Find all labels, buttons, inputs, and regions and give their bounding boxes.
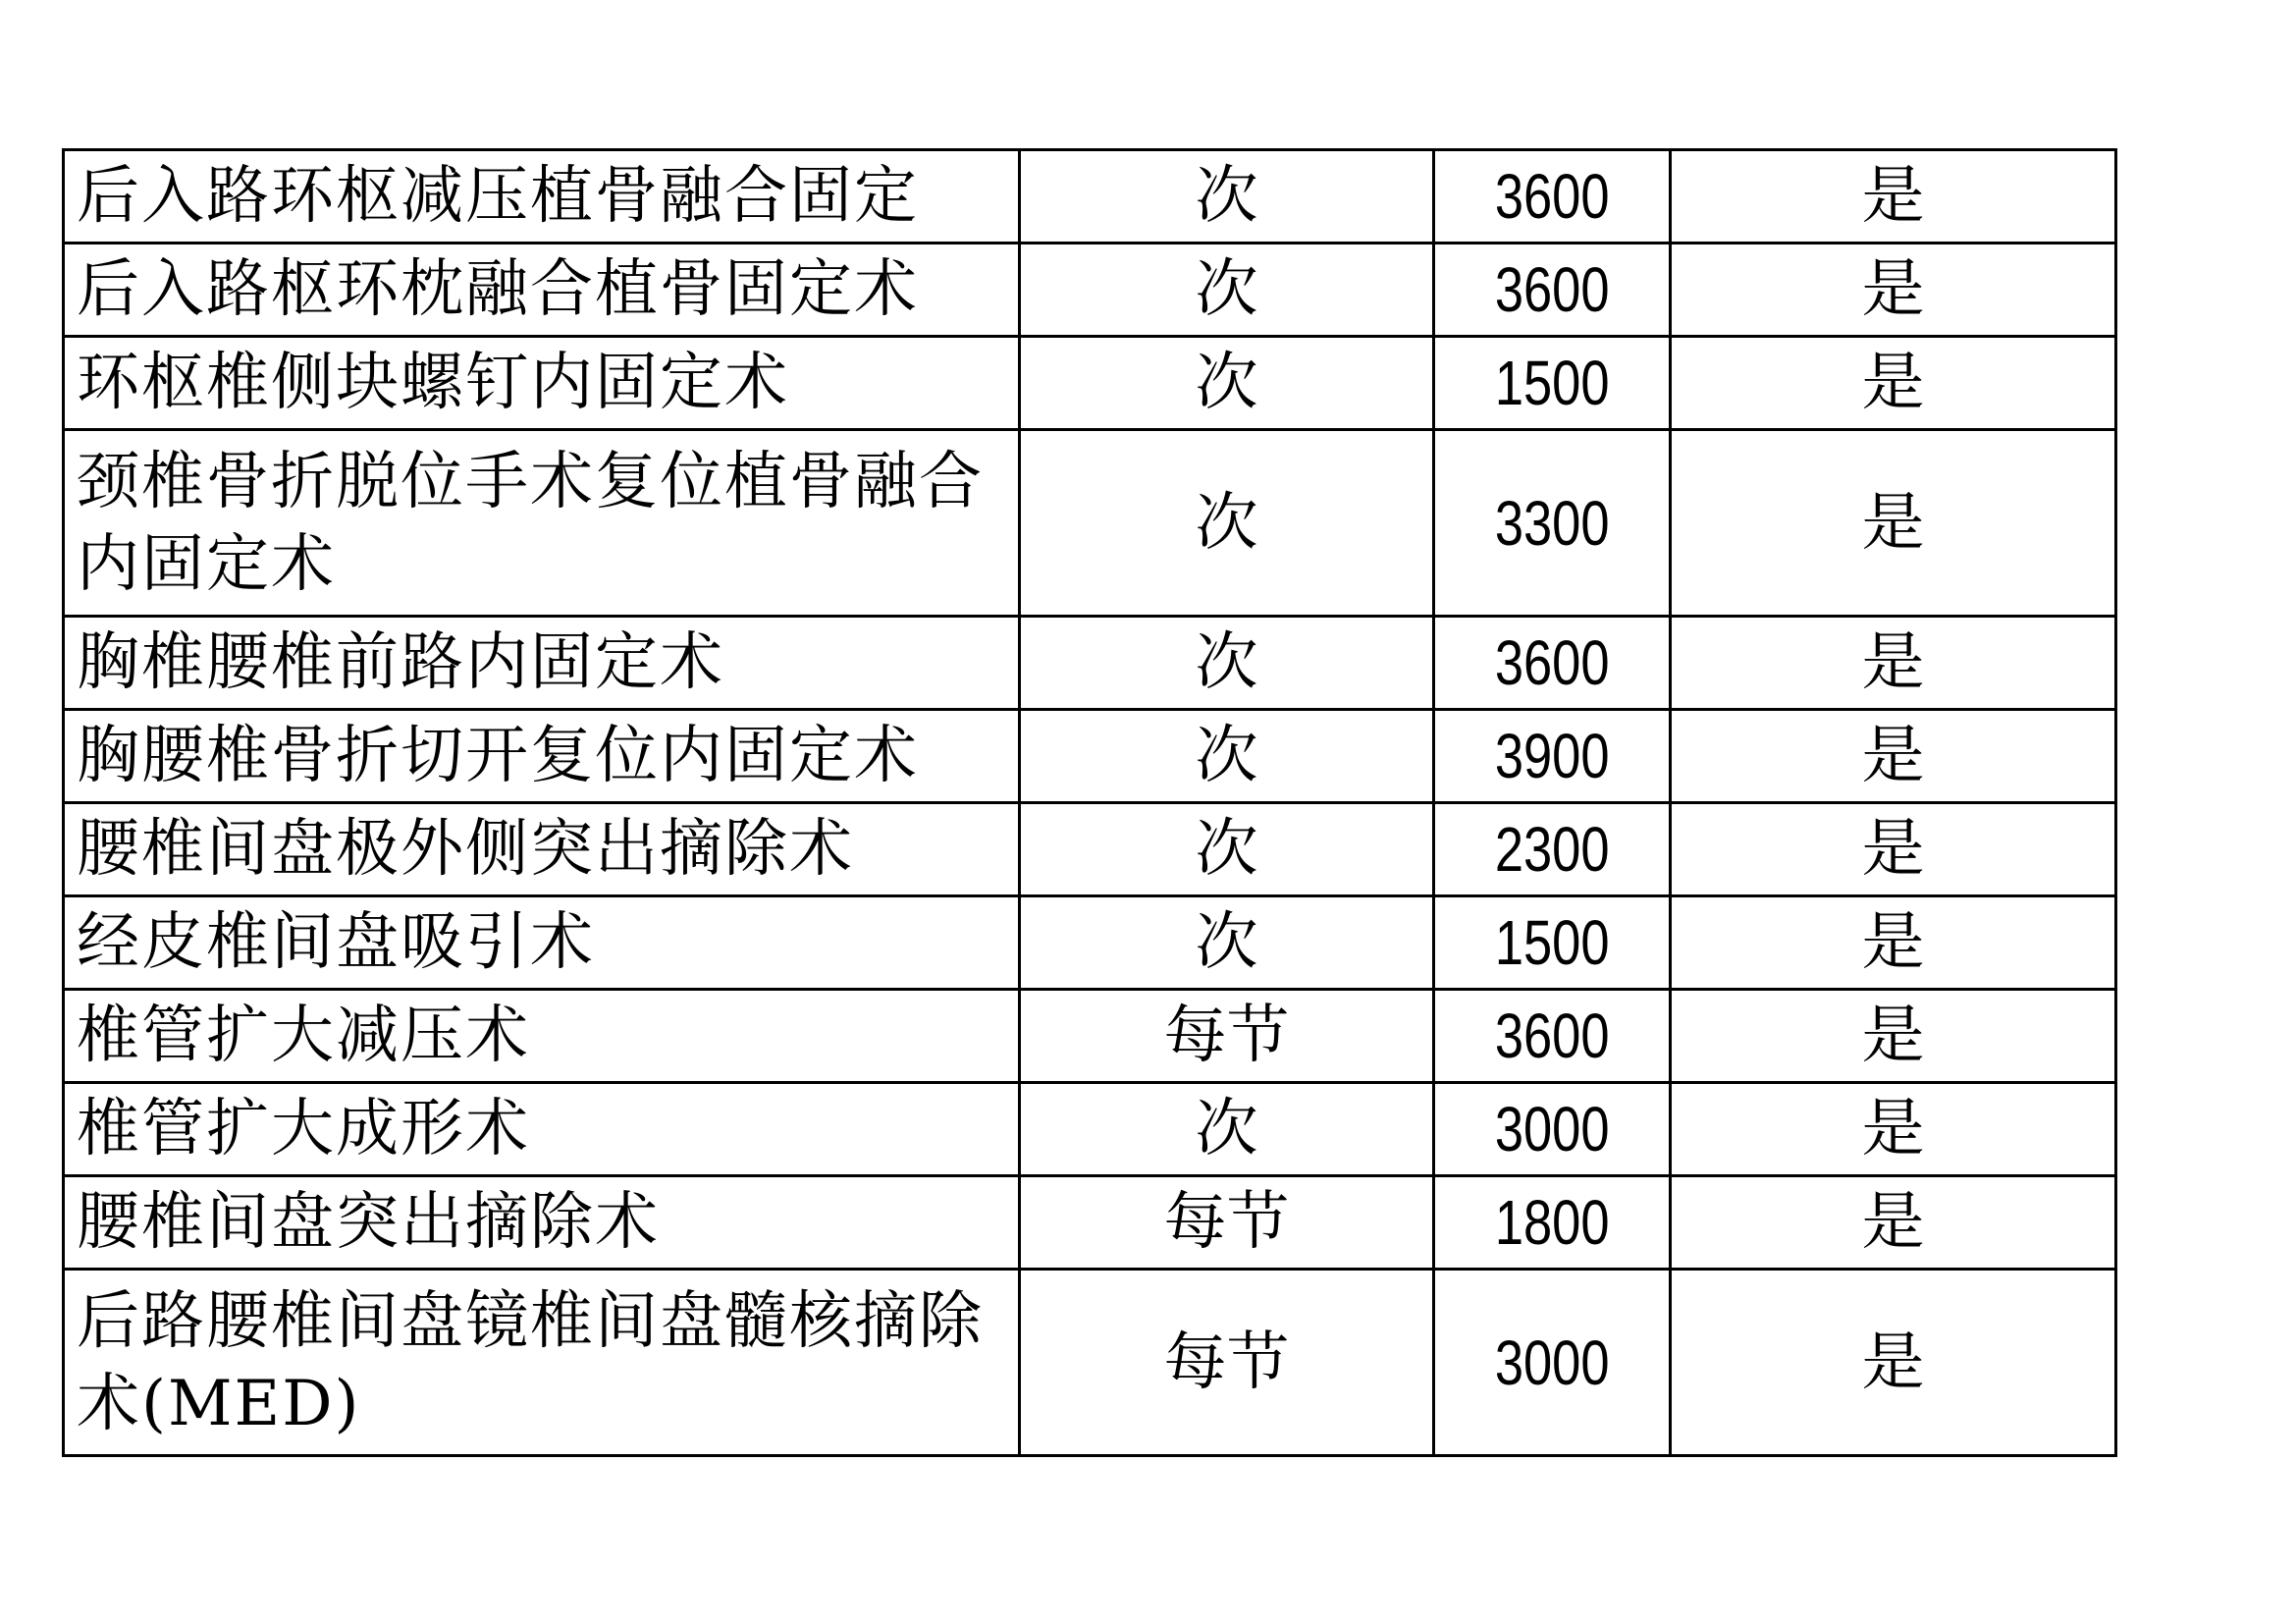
flag-cell: 是 (1671, 1176, 2116, 1270)
price-value: 1800 (1494, 1187, 1610, 1258)
procedure-name-cell: 环枢椎侧块螺钉内固定术 (64, 337, 1020, 430)
table-row (64, 150, 2116, 244)
flag-cell: 是 (1671, 1270, 2116, 1456)
unit-cell: 每节 (1020, 990, 1434, 1083)
procedure-name-cell: 腰椎间盘突出摘除术 (64, 1176, 1020, 1270)
procedure-name-cell: 颈椎骨折脱位手术复位植骨融合内固定术 (64, 430, 1020, 617)
table-row (64, 1176, 2116, 1270)
table-row (64, 803, 2116, 896)
flag-cell: 是 (1671, 244, 2116, 337)
unit-cell: 次 (1020, 150, 1434, 244)
table-row (64, 244, 2116, 337)
table-row (64, 896, 2116, 990)
procedure-name-cell: 椎管扩大减压术 (64, 990, 1020, 1083)
price-value: 3600 (1494, 1001, 1610, 1071)
price-cell (1434, 803, 1671, 896)
price-value: 3900 (1494, 721, 1610, 791)
flag-cell: 是 (1671, 990, 2116, 1083)
procedure-name-cell: 后路腰椎间盘镜椎间盘髓核摘除术(MED) (64, 1270, 1020, 1456)
price-cell (1434, 1176, 1671, 1270)
unit-cell: 次 (1020, 244, 1434, 337)
unit-cell: 次 (1020, 710, 1434, 803)
flag-cell: 是 (1671, 896, 2116, 990)
flag-cell: 是 (1671, 617, 2116, 710)
price-cell (1434, 150, 1671, 244)
unit-cell: 次 (1020, 1083, 1434, 1176)
unit-cell: 次 (1020, 337, 1434, 430)
price-value: 3600 (1494, 161, 1610, 232)
unit-cell: 次 (1020, 430, 1434, 617)
procedure-name-cell: 后入路枢环枕融合植骨固定术 (64, 244, 1020, 337)
table-row (64, 710, 2116, 803)
unit-cell: 次 (1020, 896, 1434, 990)
price-value: 3600 (1494, 254, 1610, 325)
flag-cell: 是 (1671, 710, 2116, 803)
flag-cell: 是 (1671, 1083, 2116, 1176)
price-cell (1434, 617, 1671, 710)
table-row (64, 430, 2116, 617)
price-value: 3300 (1494, 487, 1610, 559)
table-row (64, 990, 2116, 1083)
price-cell (1434, 1270, 1671, 1456)
price-cell (1434, 710, 1671, 803)
procedure-name-cell: 椎管扩大成形术 (64, 1083, 1020, 1176)
flag-cell: 是 (1671, 803, 2116, 896)
unit-cell: 次 (1020, 617, 1434, 710)
price-value: 3000 (1494, 1326, 1610, 1398)
price-cell (1434, 430, 1671, 617)
unit-cell: 每节 (1020, 1176, 1434, 1270)
procedure-name-cell: 经皮椎间盘吸引术 (64, 896, 1020, 990)
flag-cell: 是 (1671, 337, 2116, 430)
price-cell (1434, 337, 1671, 430)
table-row (64, 337, 2116, 430)
price-cell (1434, 1083, 1671, 1176)
flag-cell: 是 (1671, 430, 2116, 617)
price-value: 1500 (1494, 348, 1610, 418)
procedure-name-cell: 胸腰椎骨折切开复位内固定术 (64, 710, 1020, 803)
flag-cell: 是 (1671, 150, 2116, 244)
table-row (64, 1083, 2116, 1176)
price-value: 1500 (1494, 907, 1610, 978)
table-row (64, 617, 2116, 710)
price-cell (1434, 990, 1671, 1083)
procedure-name-cell: 胸椎腰椎前路内固定术 (64, 617, 1020, 710)
procedure-name-cell: 后入路环枢减压植骨融合固定 (64, 150, 1020, 244)
table-row (64, 1270, 2116, 1456)
unit-cell: 每节 (1020, 1270, 1434, 1456)
price-value: 3000 (1494, 1094, 1610, 1164)
price-value: 3600 (1494, 627, 1610, 698)
price-cell (1434, 244, 1671, 337)
price-value: 2300 (1494, 814, 1610, 885)
unit-cell: 次 (1020, 803, 1434, 896)
procedure-fee-table (62, 148, 2117, 1457)
price-cell (1434, 896, 1671, 990)
procedure-name-cell: 腰椎间盘极外侧突出摘除术 (64, 803, 1020, 896)
